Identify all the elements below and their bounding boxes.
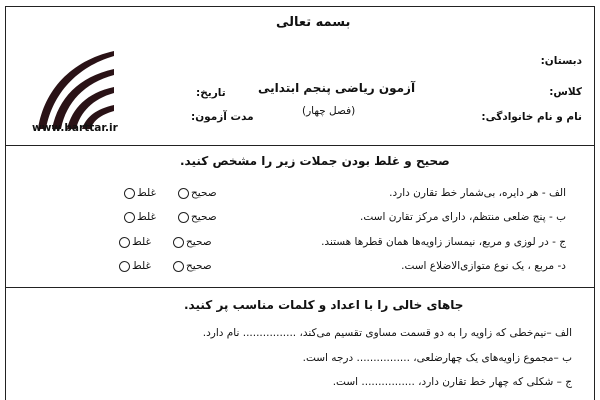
false-label: غلط [132, 236, 151, 248]
true-false-question: الف - هر دایره، بی‌شمار خط تقارن دارد. [389, 187, 566, 199]
true-option[interactable] [173, 236, 212, 248]
true-false-question: د- مربع ، یک نوع متوازی‌الاضلاع است. [401, 260, 566, 272]
radio-icon[interactable] [178, 212, 189, 223]
true-label: صحیح [191, 187, 217, 199]
true-label: صحیح [186, 236, 212, 248]
false-label: غلط [132, 260, 151, 272]
page-title: بسمه تعالی [276, 15, 351, 30]
class-label: کلاس: [549, 86, 582, 98]
radio-icon[interactable] [178, 188, 189, 199]
radio-icon[interactable] [119, 261, 130, 272]
website-link[interactable]: www.barttar.ir [32, 122, 118, 134]
date-label: تاریخ: [196, 87, 226, 99]
duration-label: مدت آزمون: [191, 111, 254, 123]
section2-instruction: جاهای خالی را با اعداد و کلمات مناسب پر کنید. [184, 298, 464, 312]
fill-blank-question: ج – شکلی که چهار خط تقارن دارد، ................ است. [332, 376, 572, 388]
logo-icon [36, 47, 116, 131]
false-option[interactable] [124, 211, 156, 223]
false-option[interactable] [119, 260, 151, 272]
name-label: نام و نام خانوادگی: [481, 111, 582, 123]
radio-icon[interactable] [173, 237, 184, 248]
false-option[interactable] [119, 236, 151, 248]
false-option[interactable] [124, 187, 156, 199]
radio-icon[interactable] [173, 261, 184, 272]
section1-instruction: صحیح و غلط بودن جملات زیر را مشخص کنید. [180, 154, 450, 168]
radio-icon[interactable] [124, 188, 135, 199]
chapter-label: (فصل چهار) [302, 105, 356, 117]
school-label: دبستان: [540, 55, 582, 67]
true-option[interactable] [178, 187, 217, 199]
header-divider [6, 145, 594, 146]
fill-blank-question: ب –مجموع زاویه‌های یک چهارضلعی، ................ درجه است. [302, 352, 572, 364]
radio-icon[interactable] [124, 212, 135, 223]
true-option[interactable] [173, 260, 212, 272]
false-label: غلط [137, 211, 156, 223]
true-label: صحیح [186, 260, 212, 272]
true-false-question: ج - در لوزی و مربع، نیمساز زاویه‌ها همان قطرها هستند. [321, 236, 566, 248]
true-label: صحیح [191, 211, 217, 223]
fill-blank-question: الف –نیم‌خطی که زاویه را به دو قسمت مساوی تقسیم می‌کند، ................ نام دارد. [202, 327, 572, 339]
true-false-question: ب - پنج ضلعی منتظم، دارای مرکز تقارن است. [360, 211, 566, 223]
true-option[interactable] [178, 211, 217, 223]
exam-title: آزمون ریاضی پنجم ابتدایی [258, 81, 416, 95]
radio-icon[interactable] [119, 237, 130, 248]
false-label: غلط [137, 187, 156, 199]
worksheet-page [5, 6, 595, 400]
section-divider [6, 287, 594, 288]
